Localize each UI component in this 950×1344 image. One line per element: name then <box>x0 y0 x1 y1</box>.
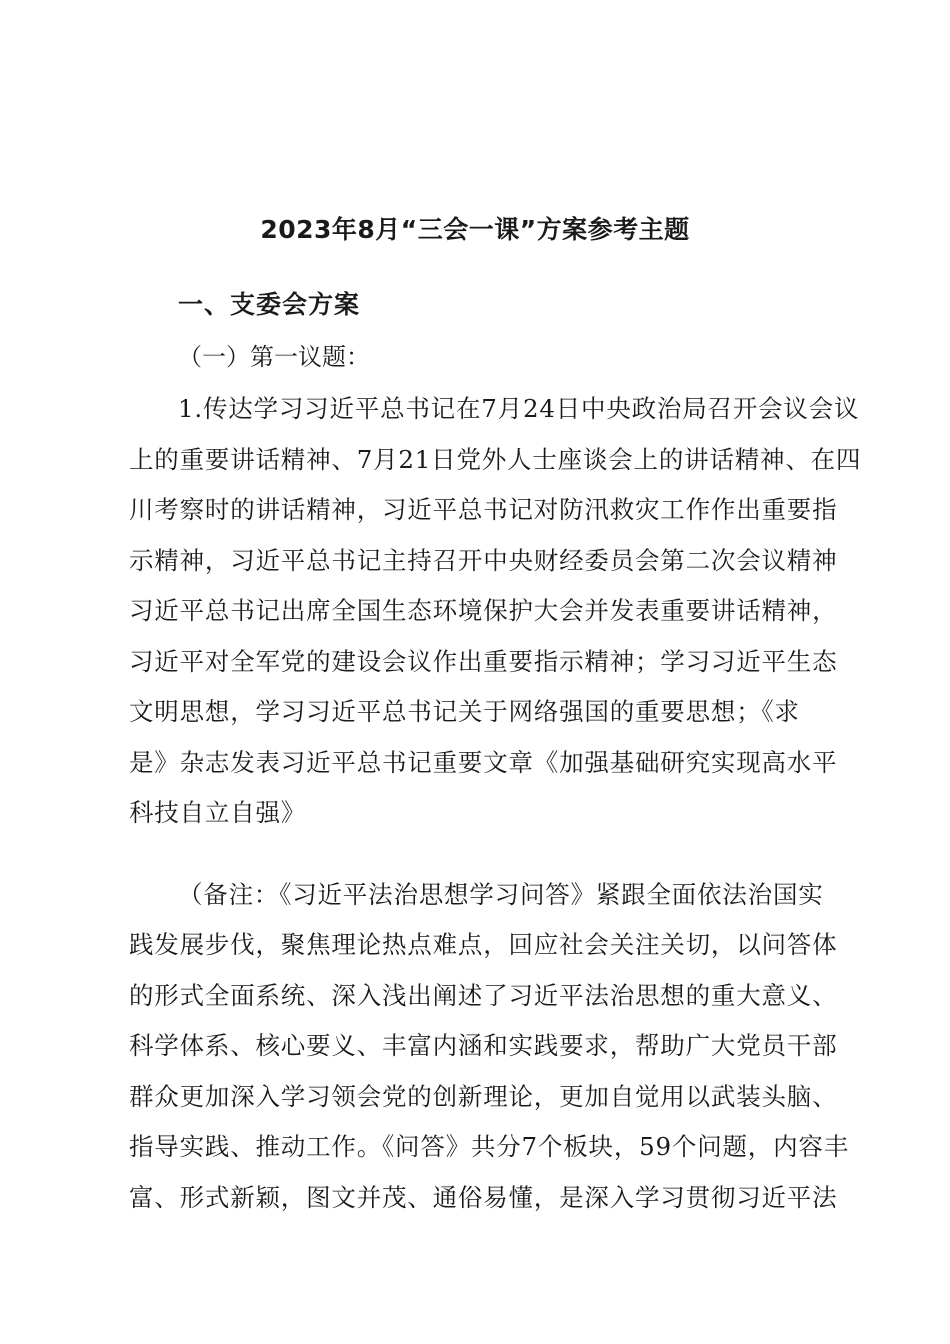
paragraph-line: 习近平对全军党的建设会议作出重要指示精神；学习习近平生态 <box>129 646 838 676</box>
paragraph-line: 富、形式新颖，图文并茂、通俗易懂，是深入学习贯彻习近平法 <box>129 1182 838 1212</box>
paragraph-line: 践发展步伐，聚焦理论热点难点，回应社会关注关切，以问答体 <box>129 930 838 959</box>
paragraph-line: 川考察时的讲话精神，习近平总书记对防汛救灾工作作出重要指 <box>129 495 838 524</box>
document-title: 2023年8月“三会一课”方案参考主题 <box>260 215 690 244</box>
paragraph-line: 上的重要讲话精神、7月21日党外人士座谈会上的讲话精神、在四 <box>129 444 862 474</box>
paragraph-line: 1.传达学习习近平总书记在7月24日中央政治局召开会议会议 <box>178 394 860 423</box>
paragraph-line: 示精神，习近平总书记主持召开中央财经委员会第二次会议精神 <box>129 545 838 575</box>
paragraph-line: 是》杂志发表习近平总书记重要文章《加强基础研究实现高水平 <box>129 747 838 777</box>
paragraph-line: 的形式全面系统、深入浅出阐述了习近平法治思想的重大意义、 <box>129 980 838 1010</box>
paragraph-line: 指导实践、推动工作。《问答》共分7个板块，59个问题，内容丰 <box>129 1132 850 1161</box>
paragraph-line: （备注：《习近平法治思想学习问答》紧跟全面依法治国实 <box>178 879 824 909</box>
paragraph-gap <box>129 844 869 875</box>
paragraph-line: 科技自立自强》 <box>129 798 307 827</box>
section-heading: 一、支委会方案 <box>178 290 361 319</box>
paragraph-line: 习近平总书记出席全国生态环境保护大会并发表重要讲话精神， <box>129 596 838 625</box>
paragraph-line: 科学体系、核心要义、丰富内涵和实践要求，帮助广大党员干部 <box>129 1031 838 1060</box>
sub-heading: （一）第一议题： <box>178 343 370 371</box>
body-text <box>129 389 869 1228</box>
paragraph-line: 文明思想，学习习近平总书记关于网络强国的重要思想；《求 <box>129 697 800 726</box>
paragraph-line: 群众更加深入学习领会党的创新理论，更加自觉用以武装头脑、 <box>129 1081 838 1111</box>
